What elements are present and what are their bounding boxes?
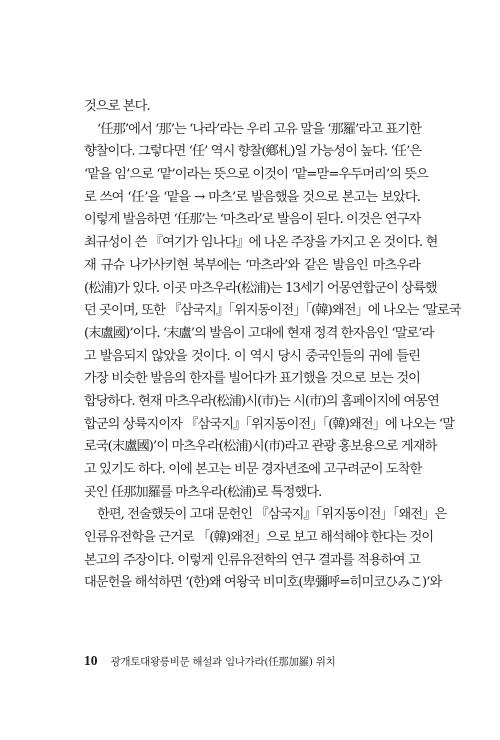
text-line: 향찰이다. 그렇다면 ‘任’ 역시 향찰(鄕札)일 가능성이 높다. ‘任’은 [84,144,422,160]
text-line: 대문헌을 해석하면 ‘(한)왜 여왕국 비미호(卑彌呼=히미코ひみこ)’와 [84,575,442,591]
text-line: 한편, 전술했듯이 고대 문헌인 『삼국지』「위지동이전」「왜전」은 [97,507,447,523]
text-line: 가장 비슷한 발음의 한자를 빌어다가 표기했을 것으로 보는 것이 [84,371,420,387]
body-text [84,96,461,595]
text-line: 고 있기도 하다. 이에 본고는 비문 경자년조에 고구려군이 도착한 [84,462,422,477]
text-line: 본고의 주장이다. 이렇게 인류유전학의 연구 결과를 적용하여 고 [84,552,420,568]
text-line: 로 쓰여 ‘任’을 ‘맡을 → 마츠’로 발음했을 것으로 본고는 보았다. [84,189,420,205]
text-line: 인류유전학을 근거로 「(韓)왜전」으로 보고 해석해야 한다는 것이 [84,530,434,546]
text-line: 곳인 任那加羅를 마츠우라(松浦)로 특정했다. [84,484,322,500]
text-line: (末盧國)’이다. ‘末盧’의 발음이 고대에 현재 정격 한자음인 ‘말로’라 [84,325,434,341]
text-line: 로국(末盧國)’이 마츠우라(松浦)시(市)라고 관광 홍보용으로 게재하 [84,439,437,455]
text-line: 것으로 본다. [84,99,150,114]
page-footer [84,650,420,670]
text-line: 던 곳이며, 또한 『삼국지』「위지동이전」「(韓)왜전」에 나오는 ‘말로국 [84,303,461,319]
text-line: ‘맡을 임’으로 ‘맡’이라는 뜻으로 이것이 ‘맡=맏=우두머리’의 뜻으 [84,167,428,183]
running-title: 광개토대왕릉비문 해설과 임나가라(任那加羅) 위치 [110,656,336,668]
text-line: 고 발음되지 않았을 것이다. 이 역시 당시 중국인들의 귀에 들린 [84,348,420,364]
page-number: 10 [84,653,98,668]
text-line: 이렇게 발음하면 ‘任那’는 ‘마츠라’로 발음이 된다. 이것은 연구자 [84,212,421,228]
text-line: 합군의 상륙지이자 『삼국지』「위지동이전」「(韓)왜전」에 나오는 ‘말 [84,416,455,432]
text-line: 합당하다. 현재 마츠우라(松浦)시(市)는 시(市)의 홈페이지에 여몽연 [84,393,439,409]
text-line: (松浦)가 있다. 이곳 마츠우라(松浦)는 13세기 어몽연합군이 상륙했 [84,280,437,296]
text-line: ‘任那’에서 ‘那’는 ‘나라’라는 우리 고유 말을 ‘那羅’라고 표기한 [97,121,421,137]
text-line: 최규성이 쓴 『여기가 임나다』에 나온 주장을 가지고 온 것이다. 현 [84,235,438,251]
text-line: 재 규슈 나가사키현 북부에는 ‘마츠라’와 같은 발음인 마츠우라 [84,257,420,273]
